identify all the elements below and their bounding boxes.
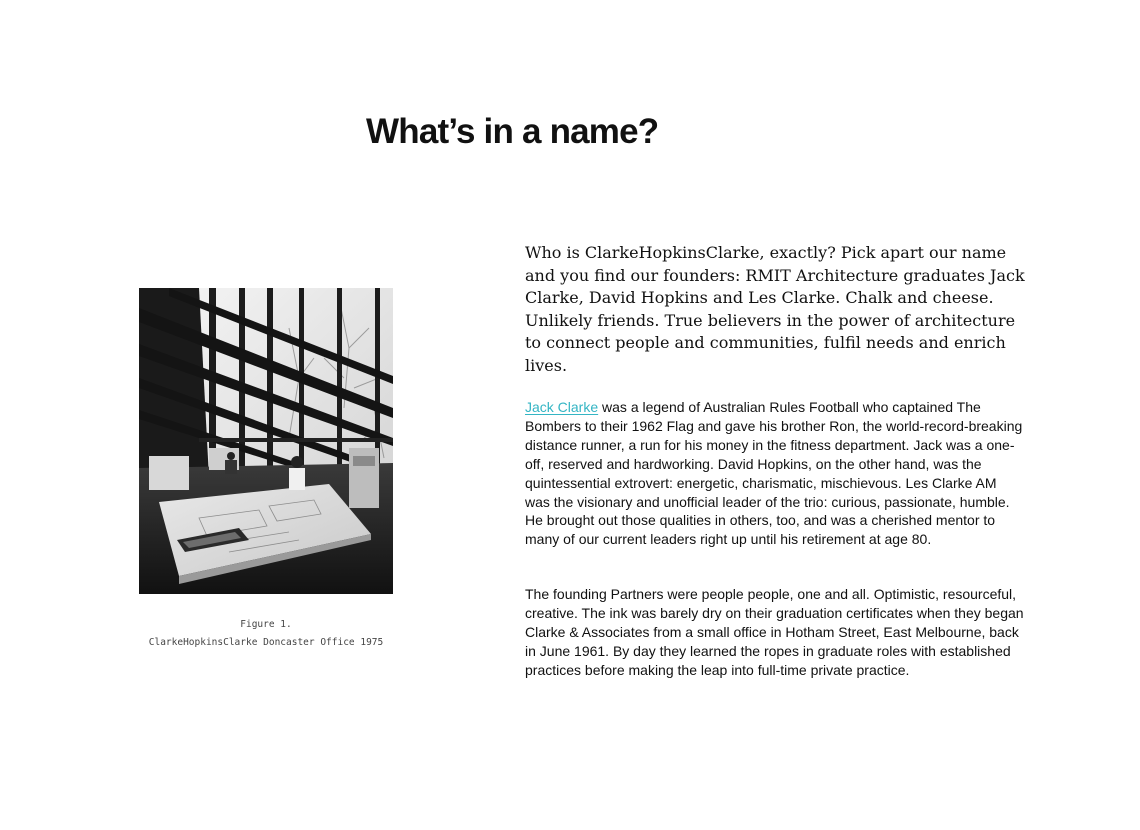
body-paragraph-1-text: was a legend of Australian Rules Football who captained The Bombers to their 1962 Flag and gave his brother Ron, the world-record-breaking distance runner, a run for his money in the fitness department. Jack was a one-off, reserved and hardworking. David Hopkins, on the other hand, was the quintessential extrovert: energetic, charismatic, mischievous. Les Clarke AM was the visionary and unofficial leader of the trio: curious, passionate, humble. He brought out those qualities in others, too, and was a cherished mentor to many of our current leaders right up until his retirement at age 80. [525,399,1023,548]
jack-clarke-link[interactable]: Jack Clarke [525,399,599,415]
intro-paragraph: Who is ClarkeHopkinsClarke, exactly? Pick apart our name and you find our founders: RMIT Architecture graduates Jack Clarke, David Hopkins and Les Clarke. Chalk and cheese. Unlikely friends. True believers in the power of architecture to connect people and communities, fulfil needs and enrich lives. [525,243,1025,375]
office-photo [139,288,393,594]
figure-number: Figure 1. [240,619,292,630]
page-title: What’s in a name? [366,112,659,151]
figure-photo [139,288,393,594]
body-paragraph-2: The founding Partners were people people, one and all. Optimistic, resourceful, creative. The ink was barely dry on their graduation certificates when they began Clarke & Associates from a small office in Hotham Street, East Melbourne, back in June 1961. By day they learned the ropes in graduate roles with established practices before making the leap into full-time private practice. [525,586,1024,678]
body-paragraph-1 [525,398,1025,549]
figure-caption [126,616,406,652]
figure-caption-text: ClarkeHopkinsClarke Doncaster Office 1975 [148,637,384,648]
